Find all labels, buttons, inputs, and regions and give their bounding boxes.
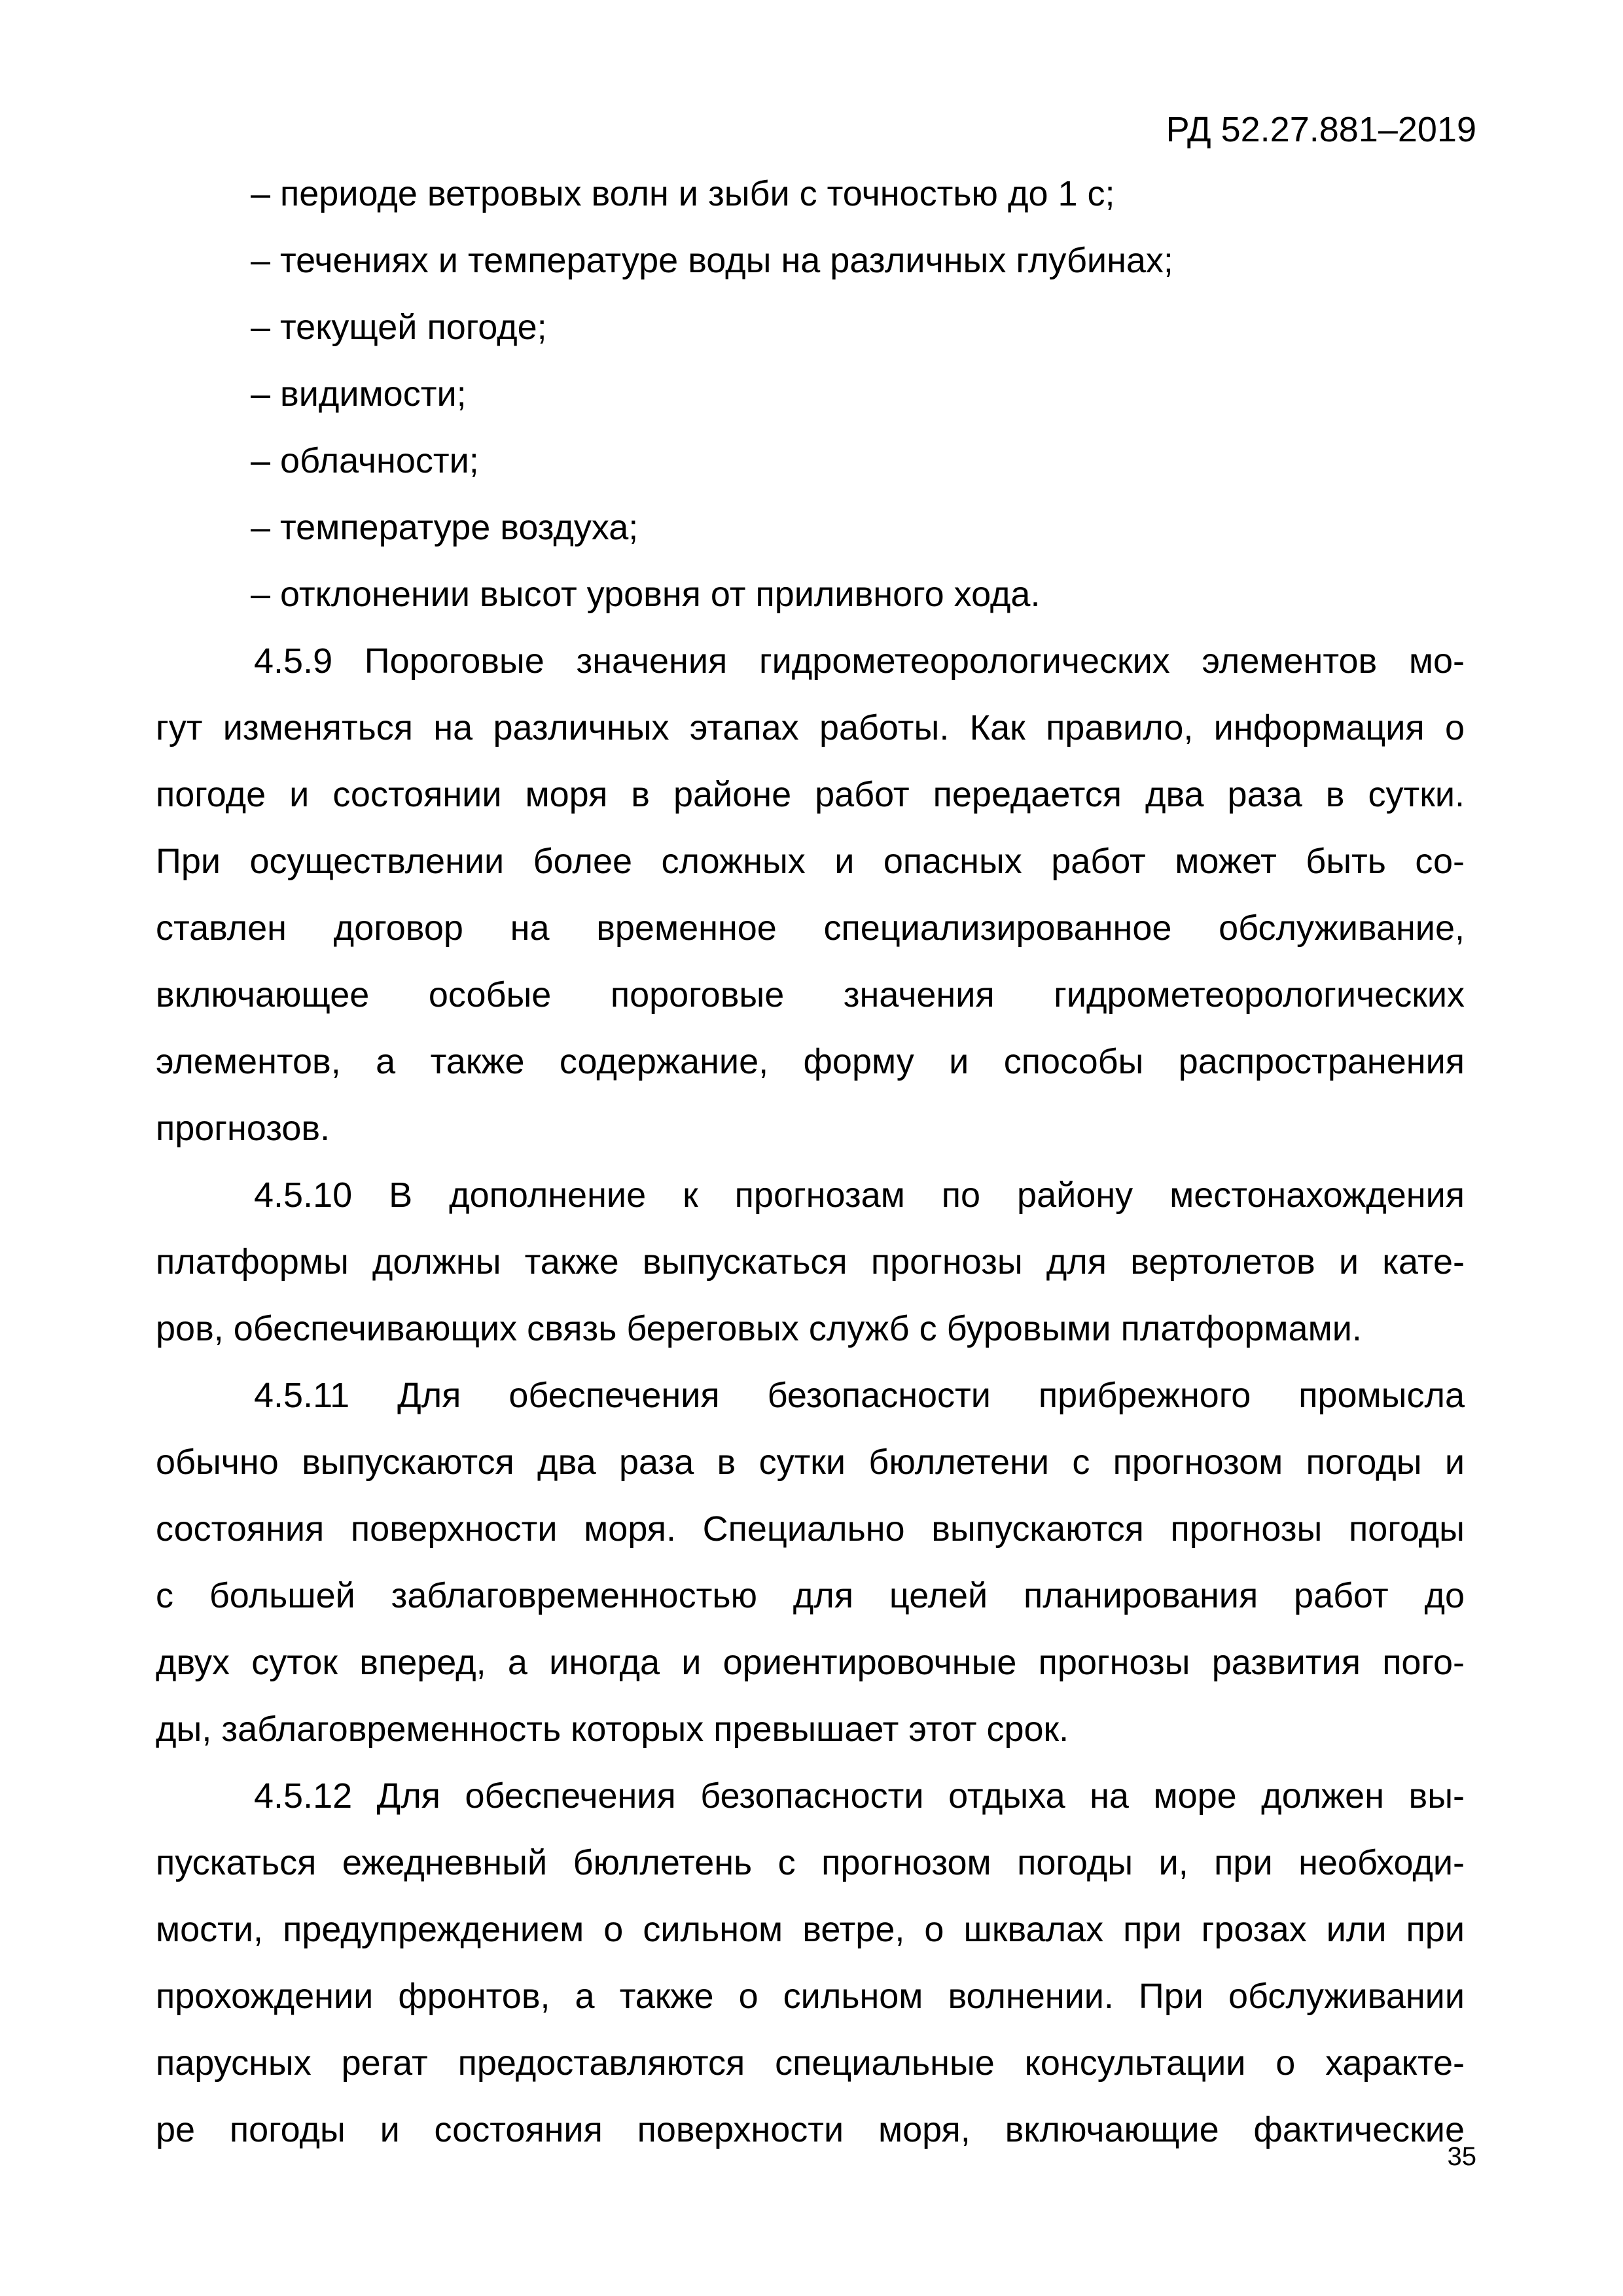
paragraph-line: погоде и состоянии моря в районе работ передается два раза в сутки.: [156, 775, 1465, 814]
paragraph-line: 4.5.10 В дополнение к прогнозам по району местонахождения: [254, 1175, 1465, 1215]
list-item: – температуре воздуха;: [251, 508, 639, 547]
document-code: РД 52.27.881–2019: [1166, 110, 1476, 149]
paragraph-line: 4.5.9 Пороговые значения гидрометеорологических элементов мо-: [254, 641, 1465, 681]
paragraph-4-5-9: [156, 628, 1465, 1162]
list-item: – текущей погоде;: [251, 308, 547, 347]
paragraph-line: При осуществлении более сложных и опасных работ может быть со-: [156, 842, 1465, 881]
paragraph-line: ре погоды и состояния поверхности моря, включающие фактические: [156, 2110, 1465, 2149]
paragraph-line: ставлен договор на временное специализированное обслуживание,: [156, 908, 1465, 948]
paragraph-4-5-10: [156, 1162, 1465, 1362]
paragraph-line: прохождении фронтов, а также о сильном волнении. При обслуживании: [156, 1977, 1465, 2016]
paragraph-line: ды, заблаговременность которых превышает этот срок.: [156, 1710, 1069, 1749]
paragraph-line: пускаться ежедневный бюллетень с прогнозом погоды и, при необходи-: [156, 1843, 1465, 1882]
paragraph-4-5-12: [156, 1763, 1465, 2163]
paragraph-line: прогнозов.: [156, 1109, 330, 1148]
paragraph-line: с большей заблаговременностью для целей планирования работ до: [156, 1576, 1465, 1615]
paragraph-line: состояния поверхности моря. Специально выпускаются прогнозы погоды: [156, 1509, 1465, 1549]
body-text: [156, 160, 1465, 2163]
paragraph-line: парусных регат предоставляются специальные консультации о характе-: [156, 2043, 1465, 2083]
list-item: – течениях и температуре воды на различных глубинах;: [251, 241, 1173, 280]
paragraph-line: двух суток вперед, а иногда и ориентировочные прогнозы развития пого-: [156, 1643, 1465, 1682]
paragraph-line: 4.5.11 Для обеспечения безопасности прибрежного промысла: [254, 1376, 1465, 1415]
page-number: 35: [1447, 2142, 1476, 2171]
paragraph-4-5-11: [156, 1362, 1465, 1763]
bullet-list: [156, 160, 1465, 628]
list-item: – облачности;: [251, 441, 479, 480]
paragraph-line: обычно выпускаются два раза в сутки бюллетени с прогнозом погоды и: [156, 1443, 1465, 1482]
paragraph-line: ров, обеспечивающих связь береговых служб с буровыми платформами.: [156, 1309, 1362, 1348]
list-item: – видимости;: [251, 374, 467, 414]
paragraph-line: 4.5.12 Для обеспечения безопасности отдыха на море должен вы-: [254, 1776, 1465, 1816]
list-item: – периоде ветровых волн и зыби с точностью до 1 с;: [251, 174, 1115, 213]
paragraph-line: элементов, а также содержание, форму и способы распространения: [156, 1042, 1465, 1081]
list-item: – отклонении высот уровня от приливного хода.: [251, 575, 1041, 614]
paragraph-line: включающее особые пороговые значения гидрометеорологических: [156, 975, 1465, 1014]
paragraph-line: платформы должны также выпускаться прогнозы для вертолетов и кате-: [156, 1242, 1465, 1282]
paragraph-line: гут изменяться на различных этапах работы. Как правило, информация о: [156, 708, 1465, 747]
paragraph-line: мости, предупреждением о сильном ветре, о шквалах при грозах или при: [156, 1910, 1465, 1949]
